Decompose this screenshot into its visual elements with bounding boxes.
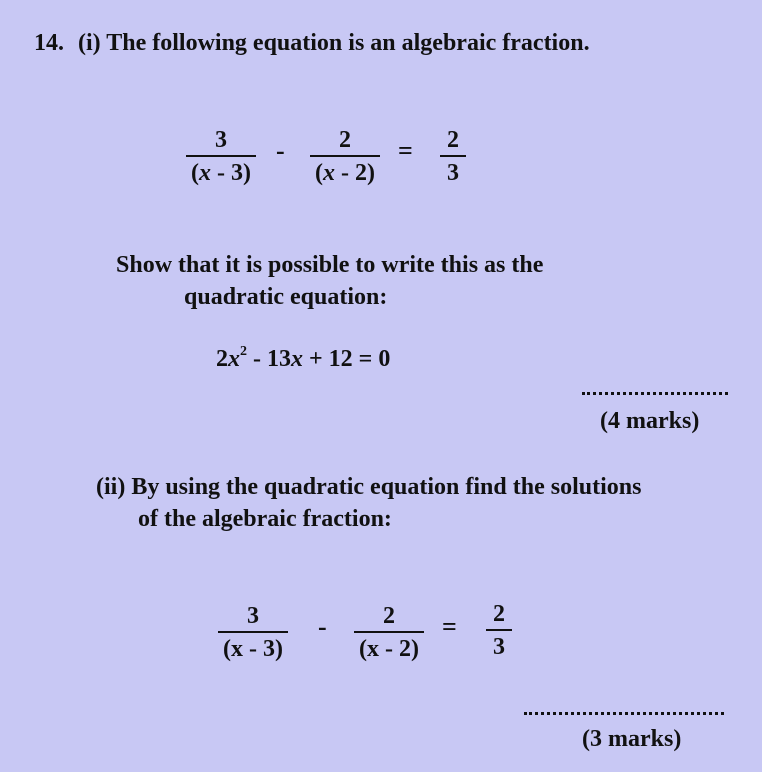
equals-sign: = (398, 136, 413, 165)
numerator: 2 (383, 603, 395, 629)
numerator: 3 (215, 127, 227, 153)
fraction-2-over-3 (486, 602, 512, 659)
marks-part-ii: (3 marks) (582, 726, 682, 752)
question-number: 14. (34, 30, 64, 56)
minus-sign: - (276, 136, 285, 165)
denominator: (x - 2) (359, 636, 419, 662)
fraction-2-over-3 (440, 128, 466, 185)
numerator: 2 (339, 127, 351, 153)
denominator: (x - 2) (315, 160, 375, 186)
question-heading (34, 30, 590, 57)
numerator: 3 (247, 603, 259, 629)
fraction-3-over-x-minus-3 (218, 604, 288, 661)
minus-sign: - (318, 612, 327, 641)
part-ii-text-1: By using the quadratic equation find the solutions (131, 474, 642, 500)
fraction-3-over-x-minus-3 (186, 128, 256, 185)
numerator: 2 (447, 127, 459, 153)
part-ii-label: (ii) (96, 474, 126, 500)
part-ii-line-2: of the algebraic fraction: (138, 506, 392, 532)
part-i-title: The following equation is an algebraic fraction. (106, 30, 590, 56)
marks-part-i: (4 marks) (600, 408, 700, 434)
answer-line-part-i[interactable] (582, 392, 728, 395)
quadratic-equation: $2x^2 - 13x + 12 = 0$ (216, 344, 391, 372)
part-i-label: (i) (78, 30, 101, 56)
denominator: (x - 3) (223, 636, 283, 662)
instruction-line-2: quadratic equation: (184, 284, 388, 310)
fraction-2-over-x-minus-2 (354, 604, 424, 661)
part-ii-line-1 (96, 474, 641, 501)
numerator: 2 (493, 601, 505, 627)
answer-line-part-ii[interactable] (524, 712, 724, 715)
denominator: 3 (493, 634, 505, 660)
fraction-2-over-x-minus-2 (310, 128, 380, 185)
denominator: 3 (447, 160, 459, 186)
equals-sign: = (442, 612, 457, 641)
instruction-line-1: Show that it is possible to write this as the (116, 252, 544, 278)
denominator: (x - 3) (191, 160, 251, 186)
